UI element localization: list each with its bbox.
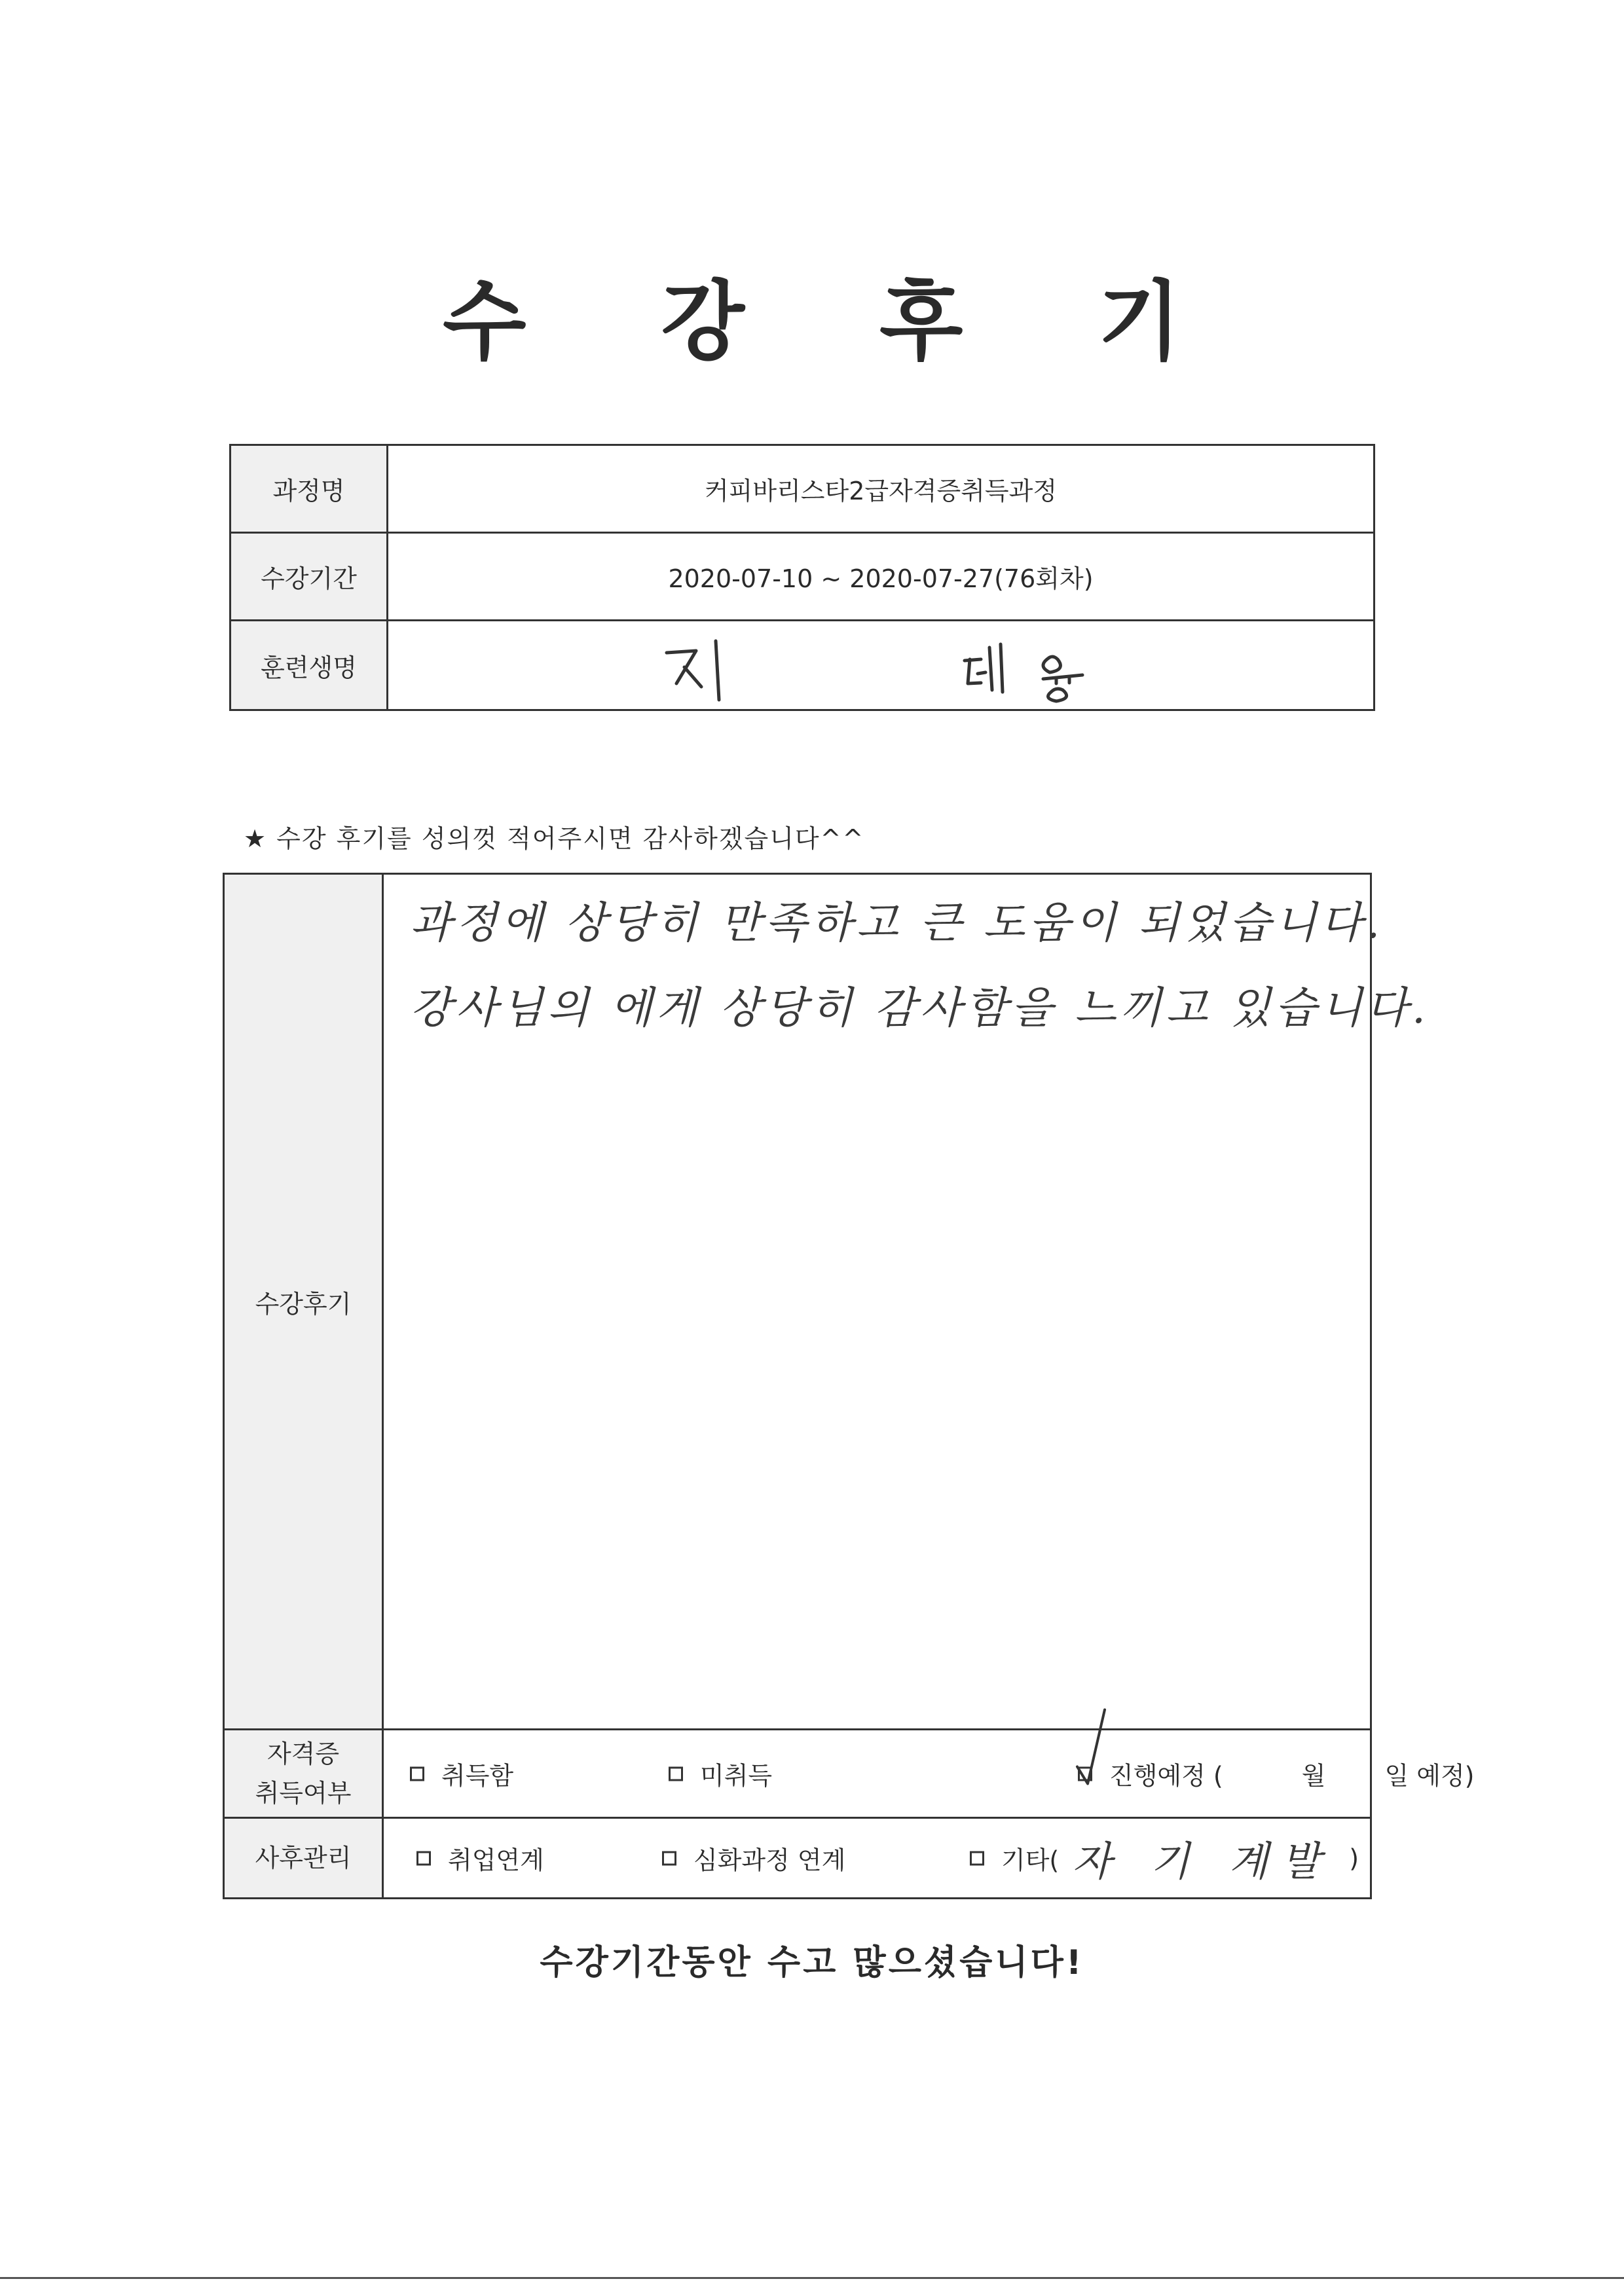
- course-name-label: 과정명: [231, 446, 388, 532]
- certification-options: [384, 1730, 1475, 1817]
- aftercare-options: [384, 1819, 1370, 1897]
- aftercare-label: 사후관리: [225, 1819, 384, 1897]
- option-other-label: 기타(: [1001, 1846, 1060, 1875]
- option-advanced-course[interactable]: [662, 1840, 845, 1876]
- option-job-link-label: 취업연계: [448, 1846, 544, 1875]
- option-other[interactable]: [970, 1829, 1359, 1887]
- option-planned[interactable]: [1078, 1756, 1475, 1792]
- review-line-1: 과정에 상당히 만족하고 큰 도움이 되었습니다.: [410, 898, 1384, 948]
- option-other-close: ): [1349, 1844, 1359, 1872]
- course-name-value: 커피바리스타2급자격증취득과정: [704, 477, 1058, 505]
- trainee-signature-image: [388, 621, 1377, 707]
- option-other-handwritten: 자 기 계발: [1072, 1837, 1334, 1886]
- checkbox-other[interactable]: [970, 1851, 984, 1865]
- trainee-name-row: [231, 621, 1373, 709]
- review-line-2: 강사님의 에게 상당히 감사함을 느끼고 있습니다.: [410, 983, 1430, 1033]
- trainee-signature: [388, 621, 1373, 709]
- option-not-obtained[interactable]: [669, 1756, 772, 1792]
- course-period-row: [231, 534, 1373, 621]
- checkbox-job-link[interactable]: [416, 1851, 431, 1865]
- planned-month-label: 월: [1301, 1761, 1326, 1791]
- bottom-divider: [0, 2277, 1624, 2279]
- option-obtained-label: 취득함: [441, 1761, 514, 1791]
- checkbox-not-obtained[interactable]: [669, 1766, 683, 1781]
- option-job-link[interactable]: [416, 1840, 544, 1876]
- page-title: 수 강 후 기: [443, 272, 1234, 373]
- certification-label-line2: 취득여부: [255, 1779, 352, 1808]
- notice-text: ★ 수강 후기를 성의껏 적어주시면 감사하겠습니다^^: [244, 824, 865, 853]
- option-planned-label: 진행예정 (: [1109, 1761, 1223, 1791]
- checkbox-planned-checked[interactable]: [1078, 1766, 1092, 1781]
- trainee-name-label: 훈련생명: [231, 621, 388, 709]
- course-period-label: 수강기간: [231, 534, 388, 619]
- course-info-table: [229, 444, 1375, 711]
- course-period-value: 2020-07-10 ~ 2020-07-27(76회차): [668, 564, 1094, 593]
- option-obtained[interactable]: [410, 1756, 513, 1792]
- checkbox-advanced-course[interactable]: [662, 1851, 676, 1865]
- review-table: [223, 873, 1475, 1899]
- certification-label-line1: 자격증: [267, 1740, 340, 1768]
- planned-day-label: 일 예정): [1384, 1761, 1475, 1791]
- aftercare-row: [225, 1819, 1370, 1897]
- course-name-row: [231, 446, 1373, 534]
- check-mark-icon: [1068, 1706, 1114, 1791]
- certification-label: [225, 1730, 384, 1817]
- closing-message: 수강기간동안 수고 많으셨습니다!: [540, 1943, 1084, 1982]
- certification-row: [225, 1730, 1475, 1819]
- review-row: [225, 875, 1430, 1730]
- option-advanced-course-label: 심화과정 연계: [693, 1846, 846, 1875]
- review-label: 수강후기: [225, 875, 384, 1728]
- option-not-obtained-label: 미취득: [700, 1761, 773, 1791]
- checkbox-obtained[interactable]: [410, 1766, 424, 1781]
- review-text-area[interactable]: [384, 875, 1430, 1728]
